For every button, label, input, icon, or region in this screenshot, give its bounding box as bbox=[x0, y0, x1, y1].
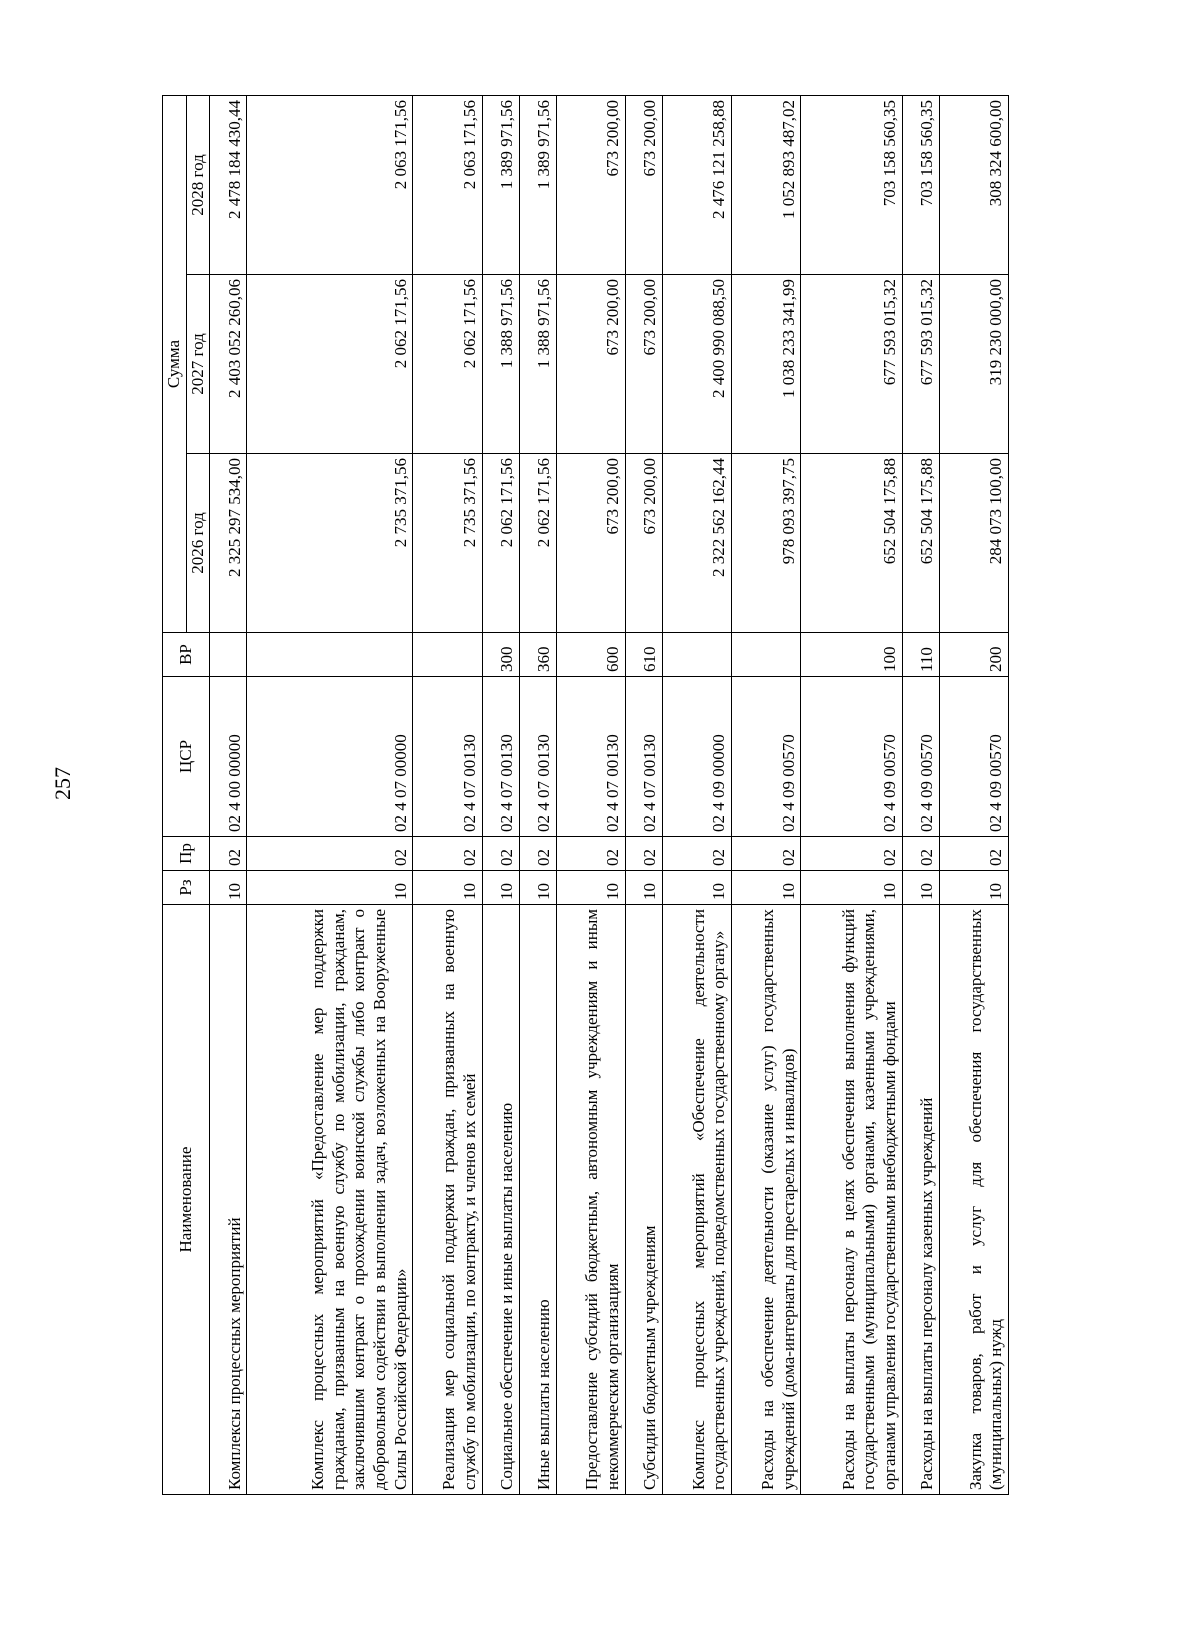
cell-name: Закупка товаров, работ и услуг для обеспечения государственных (муниципальных) нужд bbox=[939, 905, 1008, 1495]
cell-pr: 02 bbox=[662, 837, 731, 871]
cell-csr: 02 4 09 00000 bbox=[662, 677, 731, 837]
cell-2028: 703 158 560,35 bbox=[801, 96, 903, 275]
cell-2028: 308 324 600,00 bbox=[939, 96, 1008, 275]
cell-2028: 673 200,00 bbox=[556, 96, 625, 275]
cell-2027: 677 593 015,32 bbox=[902, 275, 939, 454]
cell-vr bbox=[662, 633, 731, 677]
cell-2027: 2 403 052 260,06 bbox=[210, 275, 247, 454]
budget-table bbox=[162, 95, 1009, 1495]
cell-vr: 610 bbox=[625, 633, 662, 677]
table-row bbox=[801, 96, 903, 1495]
cell-2028: 2 063 171,56 bbox=[247, 96, 413, 275]
header-csr: ЦСР bbox=[163, 677, 210, 837]
cell-csr: 02 4 09 00570 bbox=[801, 677, 903, 837]
cell-name: Социальное обеспечение и иные выплаты населению bbox=[482, 905, 519, 1495]
table-row bbox=[413, 96, 482, 1495]
cell-csr: 02 4 09 00570 bbox=[732, 677, 801, 837]
cell-2027: 1 388 971,56 bbox=[519, 275, 556, 454]
cell-vr: 360 bbox=[519, 633, 556, 677]
header-vr: ВР bbox=[163, 633, 210, 677]
cell-name: Субсидии бюджетным учреждениям bbox=[625, 905, 662, 1495]
cell-name: Расходы на выплаты персоналу в целях обеспечения выполнения функций государственными (муниципальными) органами, казенными учреждениями, органами управления государственными внебюджетными фондами bbox=[801, 905, 903, 1495]
cell-vr bbox=[732, 633, 801, 677]
cell-rz: 10 bbox=[939, 871, 1008, 905]
cell-pr: 02 bbox=[902, 837, 939, 871]
cell-pr: 02 bbox=[625, 837, 662, 871]
cell-2027: 2 400 990 088,50 bbox=[662, 275, 731, 454]
cell-vr: 200 bbox=[939, 633, 1008, 677]
cell-rz: 10 bbox=[210, 871, 247, 905]
cell-pr: 02 bbox=[732, 837, 801, 871]
cell-name: Комплексы процессных мероприятий bbox=[210, 905, 247, 1495]
cell-pr: 02 bbox=[413, 837, 482, 871]
cell-2026: 673 200,00 bbox=[556, 454, 625, 633]
table-row bbox=[902, 96, 939, 1495]
cell-pr: 02 bbox=[210, 837, 247, 871]
cell-2028: 2 476 121 258,88 bbox=[662, 96, 731, 275]
cell-csr: 02 4 07 00130 bbox=[413, 677, 482, 837]
cell-2026: 2 735 371,56 bbox=[247, 454, 413, 633]
header-year-2028: 2028 год bbox=[186, 96, 210, 275]
table-row bbox=[210, 96, 247, 1495]
table-row bbox=[625, 96, 662, 1495]
table-header-row bbox=[163, 96, 187, 1495]
cell-rz: 10 bbox=[556, 871, 625, 905]
cell-rz: 10 bbox=[413, 871, 482, 905]
cell-csr: 02 4 07 00000 bbox=[247, 677, 413, 837]
cell-rz: 10 bbox=[519, 871, 556, 905]
table-row bbox=[662, 96, 731, 1495]
document-page bbox=[162, 95, 1009, 1495]
cell-2026: 2 735 371,56 bbox=[413, 454, 482, 633]
cell-rz: 10 bbox=[482, 871, 519, 905]
cell-2028: 2 478 184 430,44 bbox=[210, 96, 247, 275]
header-year-2027: 2027 год bbox=[186, 275, 210, 454]
header-year-2026: 2026 год bbox=[186, 454, 210, 633]
cell-2027: 1 038 233 341,99 bbox=[732, 275, 801, 454]
cell-rz: 10 bbox=[625, 871, 662, 905]
cell-pr: 02 bbox=[801, 837, 903, 871]
cell-name: Расходы на выплаты персоналу казенных учреждений bbox=[902, 905, 939, 1495]
cell-name: Иные выплаты населению bbox=[519, 905, 556, 1495]
cell-pr: 02 bbox=[556, 837, 625, 871]
cell-name: Реализация мер социальной поддержки граждан, призванных на военную службу по мобилизации, по контракту, и членов их семей bbox=[413, 905, 482, 1495]
cell-rz: 10 bbox=[902, 871, 939, 905]
table-row bbox=[556, 96, 625, 1495]
cell-2026: 2 322 562 162,44 bbox=[662, 454, 731, 633]
cell-2026: 2 325 297 534,00 bbox=[210, 454, 247, 633]
cell-name: Расходы на обеспечение деятельности (оказание услуг) государственных учреждений (дома-интернаты для престарелых и инвалидов) bbox=[732, 905, 801, 1495]
cell-vr: 100 bbox=[801, 633, 903, 677]
cell-vr: 300 bbox=[482, 633, 519, 677]
cell-2027: 2 062 171,56 bbox=[413, 275, 482, 454]
cell-2028: 703 158 560,35 bbox=[902, 96, 939, 275]
cell-2028: 1 389 971,56 bbox=[519, 96, 556, 275]
cell-2027: 673 200,00 bbox=[556, 275, 625, 454]
cell-rz: 10 bbox=[801, 871, 903, 905]
cell-pr: 02 bbox=[482, 837, 519, 871]
cell-csr: 02 4 07 00130 bbox=[519, 677, 556, 837]
cell-2026: 652 504 175,88 bbox=[902, 454, 939, 633]
cell-vr bbox=[210, 633, 247, 677]
cell-vr bbox=[413, 633, 482, 677]
cell-vr bbox=[247, 633, 413, 677]
cell-2027: 673 200,00 bbox=[625, 275, 662, 454]
cell-vr: 600 bbox=[556, 633, 625, 677]
header-rz: Рз bbox=[163, 871, 210, 905]
cell-2027: 677 593 015,32 bbox=[801, 275, 903, 454]
cell-2027: 1 388 971,56 bbox=[482, 275, 519, 454]
cell-2026: 284 073 100,00 bbox=[939, 454, 1008, 633]
cell-vr: 110 bbox=[902, 633, 939, 677]
cell-2028: 1 389 971,56 bbox=[482, 96, 519, 275]
cell-2026: 978 093 397,75 bbox=[732, 454, 801, 633]
cell-rz: 10 bbox=[732, 871, 801, 905]
cell-csr: 02 4 00 00000 bbox=[210, 677, 247, 837]
cell-rz: 10 bbox=[247, 871, 413, 905]
cell-name: Комплекс процессных мероприятий «Предоставление мер поддержки гражданам, призванным на военную службу по мобилизации, гражданам, заключившим контракт о прохождении воинской службы либо контракт о добровольном содействии в выполнении задач, возложенных на Вооруженные Силы Российской Федерации» bbox=[247, 905, 413, 1495]
table-row bbox=[519, 96, 556, 1495]
cell-csr: 02 4 07 00130 bbox=[482, 677, 519, 837]
cell-pr: 02 bbox=[519, 837, 556, 871]
table-row bbox=[732, 96, 801, 1495]
cell-csr: 02 4 09 00570 bbox=[902, 677, 939, 837]
cell-csr: 02 4 09 00570 bbox=[939, 677, 1008, 837]
cell-2028: 2 063 171,56 bbox=[413, 96, 482, 275]
cell-2026: 673 200,00 bbox=[625, 454, 662, 633]
page-number: 257 bbox=[50, 767, 75, 800]
cell-2028: 1 052 893 487,02 bbox=[732, 96, 801, 275]
header-name: Наименование bbox=[163, 905, 210, 1495]
cell-2026: 2 062 171,56 bbox=[519, 454, 556, 633]
cell-csr: 02 4 07 00130 bbox=[625, 677, 662, 837]
cell-2026: 2 062 171,56 bbox=[482, 454, 519, 633]
cell-name: Комплекс процессных мероприятий «Обеспечение деятельности государственных учреждений, подведомственных государственному органу» bbox=[662, 905, 731, 1495]
header-sum: Сумма bbox=[163, 96, 187, 633]
table-row bbox=[247, 96, 413, 1495]
cell-csr: 02 4 07 00130 bbox=[556, 677, 625, 837]
cell-2028: 673 200,00 bbox=[625, 96, 662, 275]
table-row bbox=[482, 96, 519, 1495]
cell-name: Предоставление субсидий бюджетным, автономным учреждениям и иным некоммерческим организациям bbox=[556, 905, 625, 1495]
cell-2026: 652 504 175,88 bbox=[801, 454, 903, 633]
cell-rz: 10 bbox=[662, 871, 731, 905]
cell-pr: 02 bbox=[247, 837, 413, 871]
cell-pr: 02 bbox=[939, 837, 1008, 871]
table-row bbox=[939, 96, 1008, 1495]
cell-2027: 2 062 171,56 bbox=[247, 275, 413, 454]
cell-2027: 319 230 000,00 bbox=[939, 275, 1008, 454]
header-pr: Пр bbox=[163, 837, 210, 871]
